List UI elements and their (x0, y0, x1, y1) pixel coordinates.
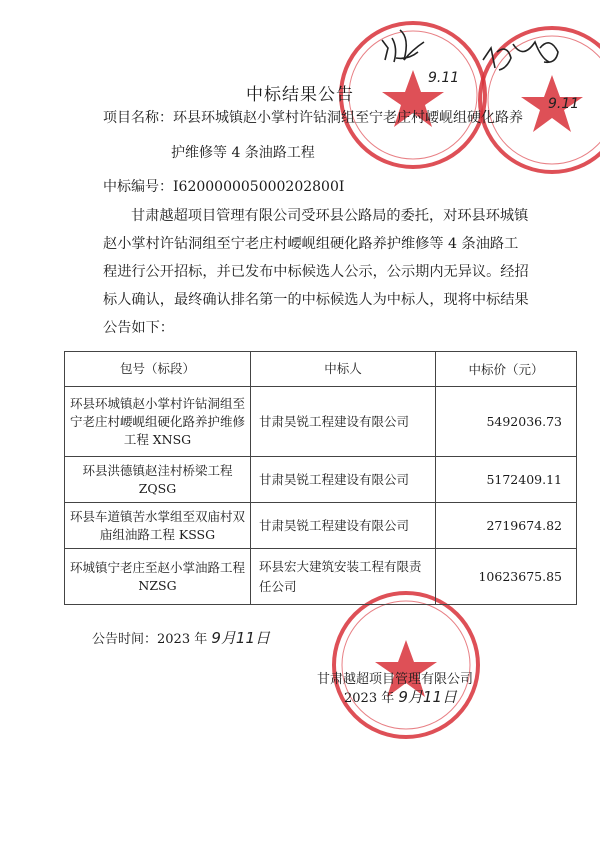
price-cell: 10623675.85 (436, 549, 577, 605)
announcement-date-label: 公告时间：2023 年 (92, 632, 208, 647)
tender-code-label: 中标编号： (103, 179, 173, 195)
award-table (64, 351, 577, 605)
project-name-line1: 环县环城镇赵小掌村许钻洞组至宁老庄村崾岘组硬化路养 (173, 110, 523, 126)
price-cell: 5492036.73 (436, 387, 577, 457)
issuer-sign-date (344, 686, 457, 707)
announcement-date (92, 627, 270, 648)
header-winner: 中标人 (251, 352, 436, 387)
body-line-5: 公告如下： (103, 320, 174, 336)
table-row (65, 457, 577, 503)
header-lot: 包号（标段） (65, 352, 251, 387)
issuer-company: 甘肃越超项目管理有限公司 (317, 672, 474, 687)
signature-2-date: 9.11 (548, 96, 580, 112)
body-line-4: 标人确认，最终确认排名第一的中标候选人为中标人，现将中标结果 (103, 292, 529, 308)
table-row (65, 549, 577, 605)
price-cell: 5172409.11 (436, 457, 577, 503)
lot-cell: 环城镇宁老庄至赵小掌油路工程 NZSG (65, 549, 251, 605)
handwritten-signature-1 (382, 30, 424, 62)
lot-cell: 环县车道镇苦水掌组至双庙村双庙组油路工程 KSSG (65, 503, 251, 549)
issuer-sign-date-handwritten: 9月11日 (398, 688, 457, 706)
body-line-2: 赵小掌村许钻洞组至宁老庄村崾岘组硬化路养护维修等 4 条油路工 (103, 236, 519, 252)
tender-code-value: I620000005000202800I (173, 179, 345, 195)
project-name-line2: 护维修等 4 条油路工程 (171, 145, 315, 161)
body-paragraph (103, 202, 529, 342)
agency-seal-stamp (334, 593, 478, 737)
document-title: 中标结果公告 (246, 85, 354, 105)
issuer-sign-date-label: 2023 年 (344, 691, 395, 706)
winner-cell: 环县宏大建筑安装工程有限责任公司 (251, 549, 436, 605)
project-name-label: 项目名称： (103, 110, 173, 126)
body-line-3: 程进行公开招标，并已发布中标候选人公示，公示期内无异议。经招 (103, 264, 529, 280)
announcement-date-handwritten: 9月11日 (211, 629, 270, 647)
table-header-row (65, 352, 577, 387)
lot-cell: 环县环城镇赵小掌村许钻洞组至宁老庄村崾岘组硬化路养护维修工程 XNSG (65, 387, 251, 457)
lot-cell: 环县洪德镇赵洼村桥梁工程 ZQSG (65, 457, 251, 503)
signature-1-date: 9.11 (428, 70, 460, 86)
winner-cell: 甘肃昊锐工程建设有限公司 (251, 387, 436, 457)
project-name-row (103, 107, 523, 127)
body-line-1: 甘肃越超项目管理有限公司受环县公路局的委托，对环县环城镇 (131, 208, 529, 224)
header-price: 中标价（元） (436, 352, 577, 387)
tender-code-row (103, 176, 344, 196)
table-row (65, 503, 577, 549)
price-cell: 2719674.82 (436, 503, 577, 549)
winner-cell: 甘肃昊锐工程建设有限公司 (251, 503, 436, 549)
winner-cell: 甘肃昊锐工程建设有限公司 (251, 457, 436, 503)
table-row (65, 387, 577, 457)
